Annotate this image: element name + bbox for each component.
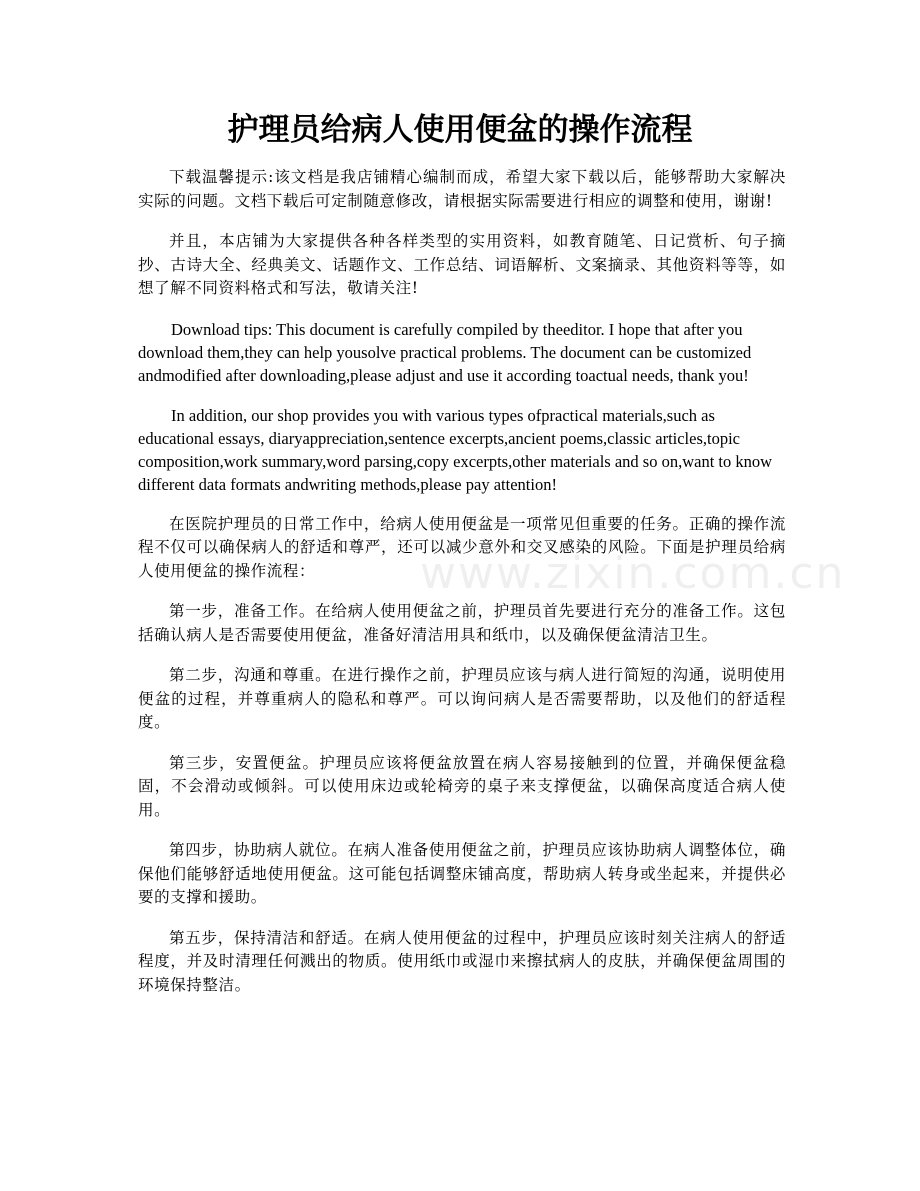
step-one-paragraph: 第一步，准备工作。在给病人使用便盆之前，护理员首先要进行充分的准备工作。这包括确认病人是否需要使用便盆，准备好清洁用具和纸巾，以及确保便盆清洁卫生。 xyxy=(138,602,786,644)
step-two-paragraph: 第二步，沟通和尊重。在进行操作之前，护理员应该与病人进行简短的沟通，说明使用便盆的过程，并尊重病人的隐私和尊严。可以询问病人是否需要帮助，以及他们的舒适程度。 xyxy=(138,666,786,731)
intro-paragraph: 在医院护理员的日常工作中，给病人使用便盆是一项常见但重要的任务。正确的操作流程不仅可以确保病人的舒适和尊严，还可以减少意外和交叉感染的风险。下面是护理员给病人使用便盆的操作流程： xyxy=(138,514,786,580)
download-tip-cn: 下载温馨提示:该文档是我店铺精心编制而成，希望大家下载以后，能够帮助大家解决实际的问题。文档下载后可定制随意修改，请根据实际需要进行相应的调整和使用，谢谢! xyxy=(138,168,786,210)
step-four-paragraph: 第四步，协助病人就位。在病人准备使用便盆之前，护理员应该协助病人调整体位，确保他们能够舒适地使用便盆。这可能包括调整床铺高度，帮助病人转身或坐起来，并提供必要的支撑和援助。 xyxy=(138,841,786,906)
step-three-paragraph: 第三步，安置便盆。护理员应该将便盆放置在病人容易接触到的位置，并确保便盆稳固，不会滑动或倾斜。可以使用床边或轮椅旁的桌子来支撑便盆，以确保高度适合病人使用。 xyxy=(138,753,786,819)
document-title: 护理员给病人使用便盆的操作流程 xyxy=(227,112,693,148)
download-tip-en: Download tips: This document is carefully compiled by theeditor. I hope that after you download them,they can help yousolve practical problems. The document can be customized andmodified after downloading,please adjust and use it according toactual needs, thank you! xyxy=(138,319,752,385)
shop-intro-cn: 并且，本店铺为大家提供各种各样类型的实用资料，如教育随笔、日记赏析、句子摘抄、古诗大全、经典美文、话题作文、工作总结、词语解析、文案摘录、其他资料等等，如想了解不同资料格式和写法，敬请关注! xyxy=(138,232,786,297)
shop-intro-en: In addition, our shop provides you with various types ofpractical materials,such as educational essays, diaryappreciation,sentence excerpts,ancient poems,classic articles,topic composition,work summary,word parsing,copy excerpts,other materials and so on,want to know different data formats andwriting methods,please pay attention! xyxy=(138,405,773,494)
watermark: www.zixin.com.cn xyxy=(420,548,846,599)
document-body xyxy=(138,166,786,1014)
step-five-paragraph: 第五步，保持清洁和舒适。在病人使用便盆的过程中，护理员应该时刻关注病人的舒适程度，并及时清理任何溅出的物质。使用纸巾或湿巾来擦拭病人的皮肤，并确保便盆周围的环境保持整洁。 xyxy=(138,928,786,994)
